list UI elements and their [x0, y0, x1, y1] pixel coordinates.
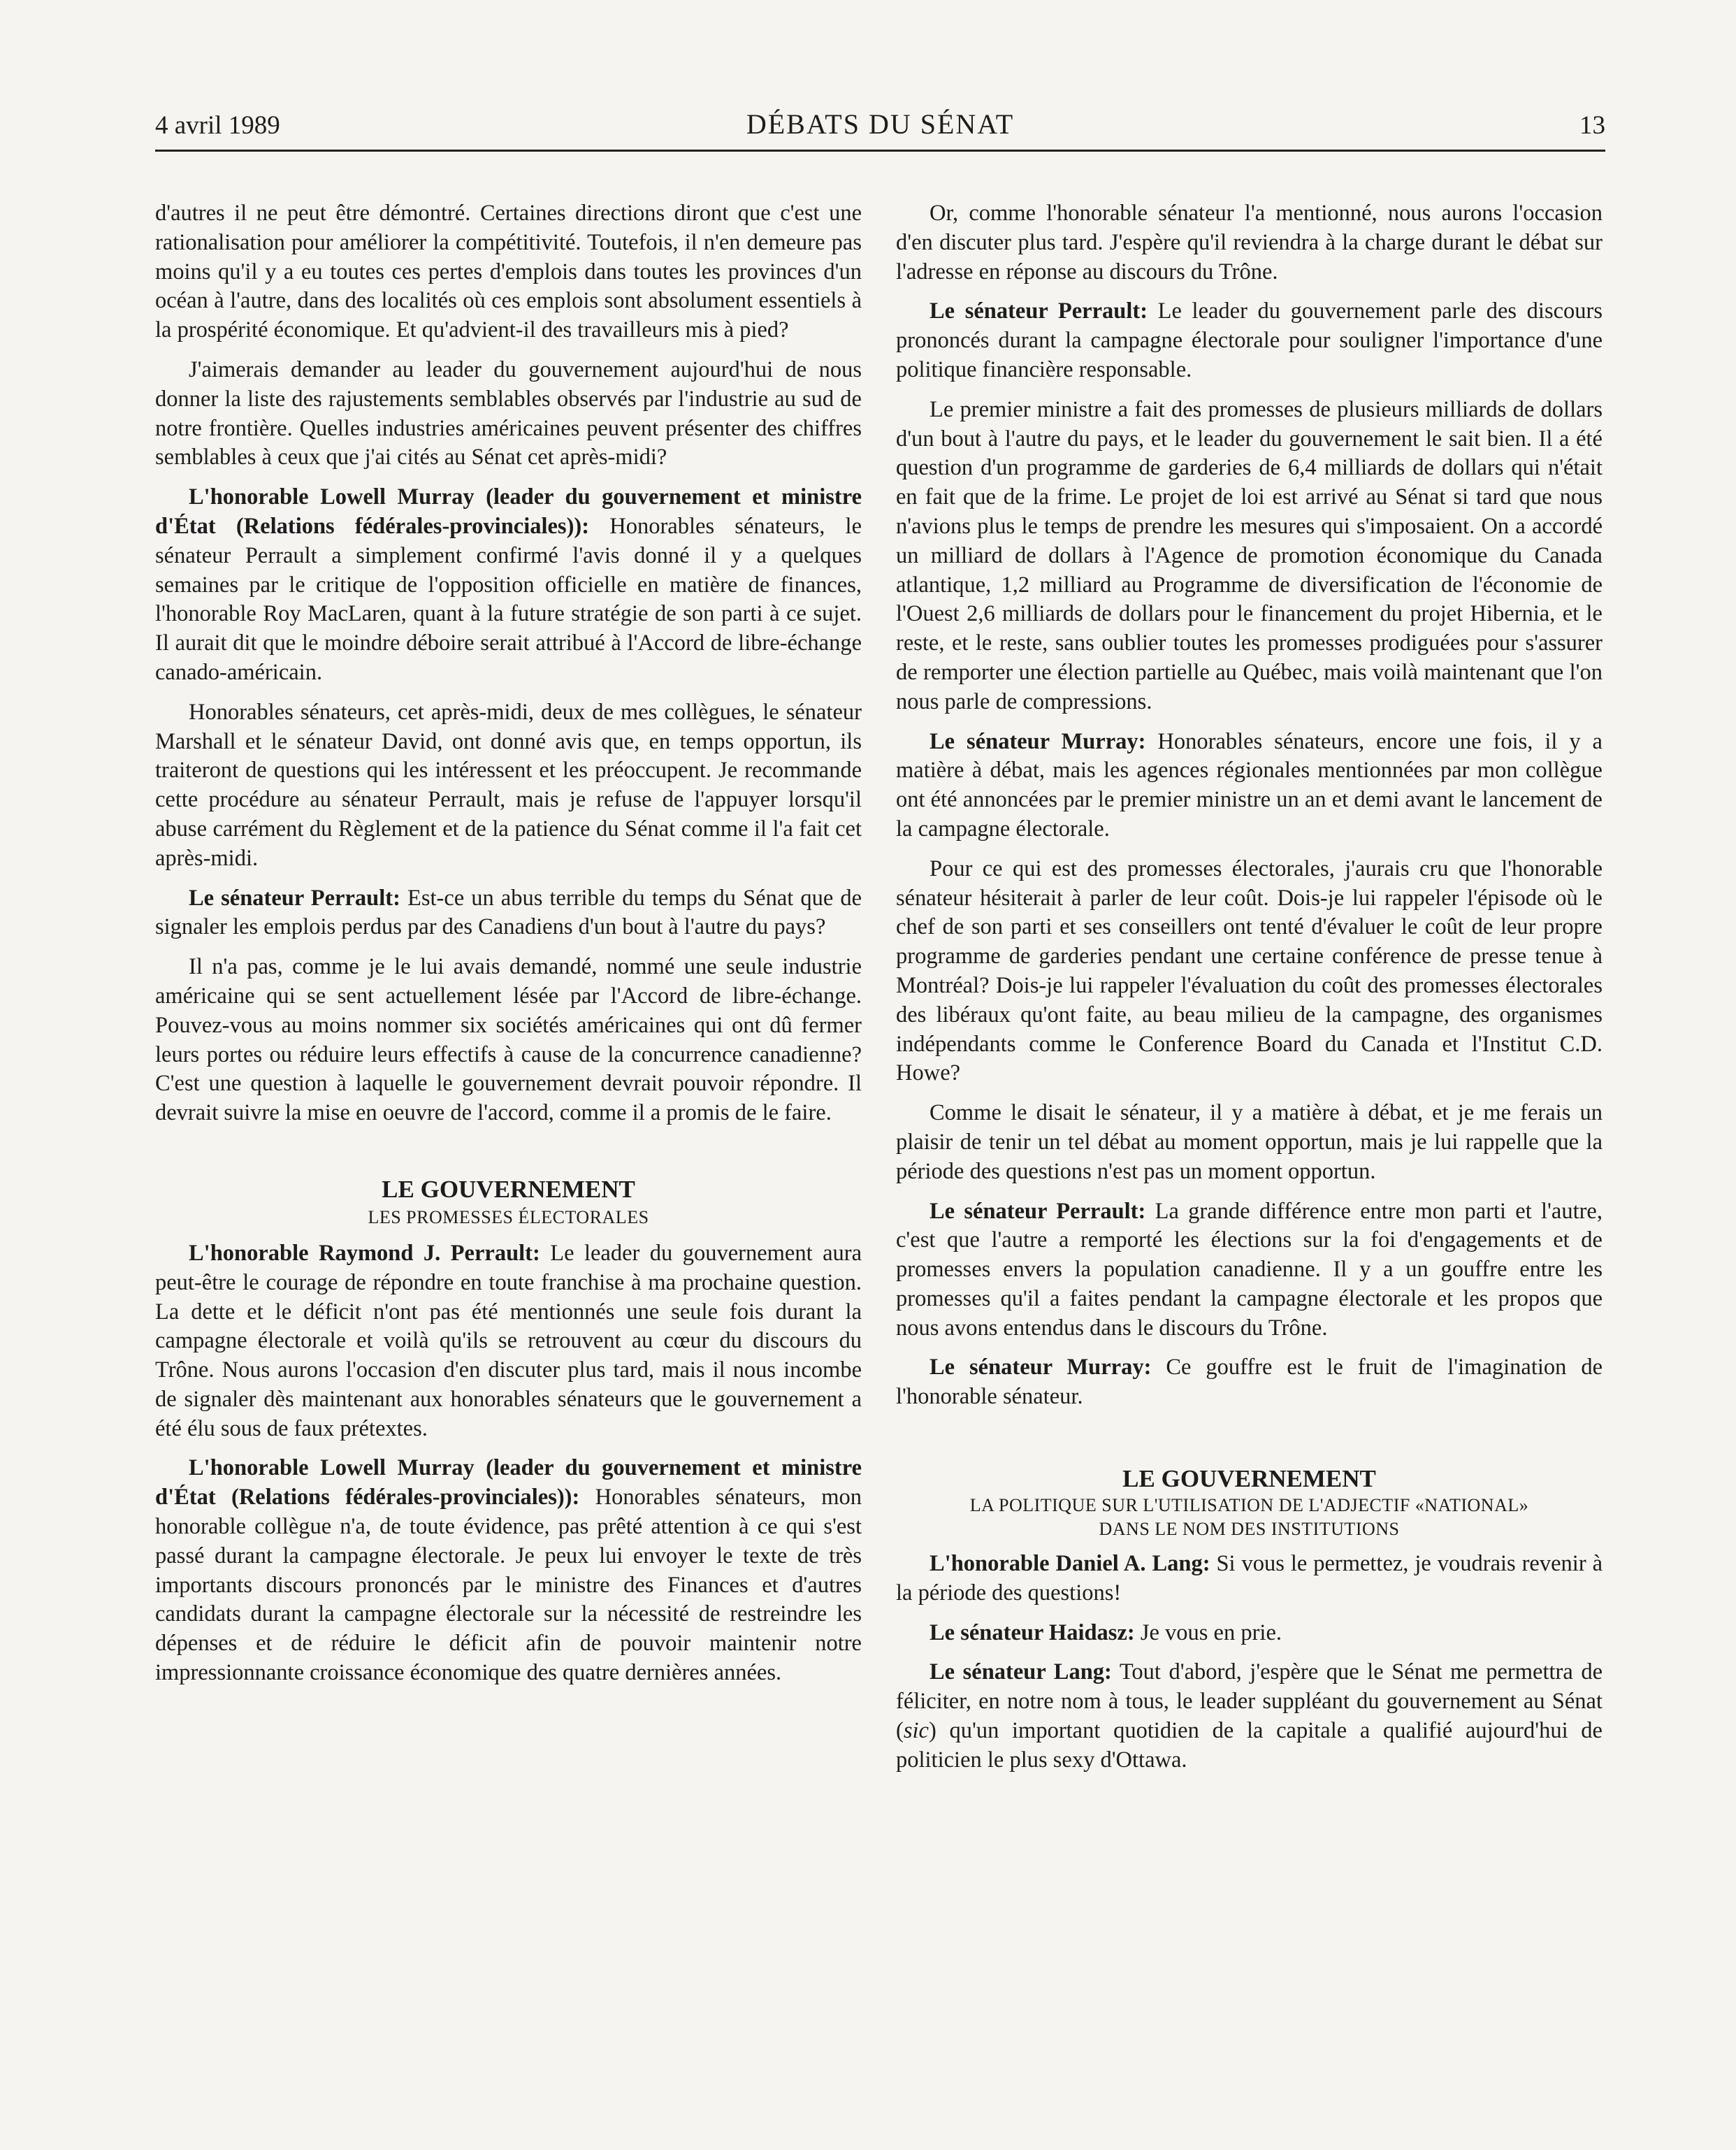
- header-date: 4 avril 1989: [155, 111, 280, 140]
- paragraph: Pour ce qui est des promesses électorales, j'aurais cru que l'honorable sénateur hésiterait à parler de leur coût. Dois-je lui rappeler l'épisode où le chef de son parti et ses conseillers ont tenté d'évaluer le coût de leur propre programme de garderies pendant une certaine conférence de presse tenue à Montréal? Dois-je lui rappeler l'évaluation du coût des promesses électorales des libéraux qu'ont faite, au beau milieu de la campagne, des organismes indépendants comme le Conference Board du Canada et l'Institut C.D. Howe?: [896, 856, 1603, 1086]
- paragraph: J'aimerais demander au leader du gouvernement aujourd'hui de nous donner la liste des rajustements semblables observés par l'industrie au sud de notre frontière. Quelles industries américaines peuvent présenter des chiffres semblables à ceux que j'ai cités au Sénat cet après-midi?: [155, 356, 862, 470]
- right-column: [896, 199, 1603, 1786]
- speech-paragraph: [896, 1197, 1603, 1343]
- speaker-name: Le sénateur Murray:: [930, 1355, 1152, 1380]
- speaker-name: Le sénateur Lang:: [930, 1659, 1112, 1685]
- section-subtitle: LES PROMESSES ÉLECTORALES: [368, 1206, 649, 1227]
- speech-text: La grande différence entre mon parti et l'autre, c'est que l'autre a remporté les élections sur la foi d'engagements et de promesses envers la population canadienne. Il y a un gouffre entre les promesses qu'il a faites pendant la campagne électorale et les propos que nous avons entendus dans le discours du Trône.: [896, 1198, 1603, 1341]
- paragraph: Honorables sénateurs, cet après-midi, deux de mes collègues, le sénateur Marshall et le sénateur David, ont donné avis que, en temps opportun, ils traiteront de questions qui les intéressent et les préoccupent. Je recommande cette procédure au sénateur Perrault, mais je refuse de l'appuyer lorsqu'il abuse carrément du Règlement et de la patience du Sénat comme il l'a fait cet après-midi.: [155, 699, 862, 871]
- speaker-name: Le sénateur Perrault:: [189, 885, 400, 911]
- speaker-name: Le sénateur Murray:: [930, 728, 1146, 754]
- speaker-name: L'honorable Daniel A. Lang:: [930, 1551, 1210, 1577]
- speech-paragraph: [155, 483, 862, 688]
- speech-paragraph: [896, 1619, 1603, 1648]
- paragraph: Il n'a pas, comme je le lui avais demandé, nommé une seule industrie américaine qui se sent actuellement lésée par l'Accord de libre-échange. Pouvez-vous au moins nommer six sociétés américaines qui ont dû fermer leurs portes ou réduire leurs effectifs à cause de la concurrence canadienne? C'est une question à laquelle le gouvernement devrait pouvoir répondre. Il devrait suivre la mise en oeuvre de l'accord, comme il a promis de le faire.: [155, 954, 862, 1126]
- speech-text: Si vous le permettez, je voudrais revenir à la période des questions!: [896, 1551, 1603, 1606]
- section-title: LE GOUVERNEMENT: [1122, 1465, 1376, 1493]
- speech-paragraph: [896, 297, 1603, 384]
- speech-text: Honorables sénateurs, mon honorable collègue n'a, de toute évidence, pas prêté attention à ce qui s'est passé durant la campagne électorale. Je peux lui envoyer le texte de très importants discours prononcés par le ministre des Finances et d'autres candidats durant la campagne électorale sur la nécessité de restreindre les dépenses et de réduire le déficit afin de pouvoir maintenir notre impressionnante croissance économique des quatre dernières années.: [155, 1485, 862, 1686]
- speaker-name: Le sénateur Perrault:: [930, 298, 1148, 324]
- speech-text: Est-ce un abus terrible du temps du Sénat que de signaler les emplois perdus par des Canadiens d'un bout à l'autre du pays?: [155, 885, 862, 940]
- section-title: LE GOUVERNEMENT: [382, 1175, 635, 1203]
- speech-text: Le leader du gouvernement aura peut-être le courage de répondre en toute franchise à ma prochaine question. La dette et le déficit n'ont pas été mentionnés une seule fois durant la campagne électorale et voilà qu'ils se retrouvent au cœur du discours du Trône. Nous aurons l'occasion d'en discuter plus tard, mais il nous incombe de signaler dès maintenant aux honorables sénateurs que le gouvernement a été élu sous de faux prétextes.: [155, 1240, 862, 1441]
- speaker-name: Le sénateur Perrault:: [930, 1198, 1146, 1224]
- speech-text: Tout d'abord, j'espère que le Sénat me permettra de féliciter, en notre nom à tous, le leader suppléant du gouvernement au Sénat (: [896, 1659, 1603, 1744]
- page-header: [155, 106, 1605, 152]
- speech-paragraph: [896, 1353, 1603, 1412]
- header-title: DÉBATS DU SÉNAT: [746, 108, 1015, 140]
- speech-text: Honorables sénateurs, le sénateur Perrault a simplement confirmé l'avis donné il y a quelques semaines par le critique de l'opposition officielle en matière de finances, l'honorable Roy MacLaren, quant à la future stratégie de son parti à ce sujet. Il aurait dit que le moindre déboire serait attribué à l'Accord de libre-échange canado-américain.: [155, 513, 862, 685]
- left-column: [155, 199, 862, 1698]
- speech-paragraph: [896, 1658, 1603, 1775]
- speech-text: Ce gouffre est le fruit de l'imagination de l'honorable sénateur.: [896, 1355, 1603, 1410]
- speech-paragraph: [896, 728, 1603, 844]
- section-subtitle: DANS LE NOM DES INSTITUTIONS: [1099, 1519, 1400, 1540]
- paragraph: Comme le disait le sénateur, il y a matière à débat, et je me ferais un plaisir de tenir un tel débat au moment opportun, mais je lui rappelle que la période des questions n'est pas un moment opportun.: [896, 1100, 1603, 1184]
- speech-text: Le leader du gouvernement parle des discours prononcés durant la campagne électorale pour souligner l'importance d'une politique financière responsable.: [896, 298, 1603, 382]
- speech-paragraph: [155, 1454, 862, 1687]
- italic-term: sic: [903, 1718, 929, 1744]
- page-number: 13: [1579, 111, 1605, 140]
- speaker-name: L'honorable Raymond J. Perrault:: [189, 1240, 540, 1266]
- speaker-name: L'honorable Lowell Murray (leader du gouvernement et ministre d'État (Relations fédérales-provinciales)):: [155, 1455, 862, 1510]
- speaker-name: L'honorable Lowell Murray (leader du gouvernement et ministre d'État (Relations fédérales-provinciales)):: [155, 484, 862, 539]
- speaker-name: Le sénateur Haidasz:: [930, 1619, 1135, 1645]
- paragraph: d'autres il ne peut être démontré. Certaines directions diront que c'est une rationalisation pour améliorer la compétitivité. Toutefois, il n'en demeure pas moins qu'il y a eu toutes ces pertes d'emplois dans toutes les provinces d'un océan à l'autre, dans des localités où ces emplois sont absolument essentiels à la prospérité économique. Et qu'advient-il des travailleurs mis à pied?: [155, 201, 862, 343]
- section-subtitle: LA POLITIQUE SUR L'UTILISATION DE L'ADJECTIF «NATIONAL»: [969, 1495, 1529, 1516]
- speech-paragraph: [896, 1550, 1603, 1608]
- paragraph: Le premier ministre a fait des promesses de plusieurs milliards de dollars d'un bout à l'autre du pays, et le leader du gouvernement le sait bien. Il a été question d'un programme de garderies de 6,4 milliards de dollars qui n'était en fait que de la frime. Le projet de loi est arrivé au Sénat si tard que nous n'avions plus le temps de prendre les mesures qui s'imposaient. On a accordé un milliard de dollars à l'Agence de promotion économique du Canada atlantique, 1,2 milliard au Programme de diversification de l'économie de l'Ouest 2,6 milliards de dollars pour le financement du projet Hibernia, et le reste, et le reste, sans oublier toutes les promesses prodiguées pour s'assurer de remporter une élection partielle au Québec, mais voilà maintenant que l'on nous parle de compressions.: [896, 396, 1603, 714]
- paragraph: Or, comme l'honorable sénateur l'a mentionné, nous aurons l'occasion d'en discuter plus tard. J'espère qu'il reviendra à la charge durant le débat sur l'adresse en réponse au discours du Trône.: [896, 201, 1603, 284]
- speech-text: Je vous en prie.: [1134, 1619, 1282, 1645]
- speech-paragraph: [155, 884, 862, 943]
- speech-text: Honorables sénateurs, encore une fois, il y a matière à débat, mais les agences régionales mentionnées par mon collègue ont été annoncées par le premier ministre un an et demi avant le lancement de la campagne électorale.: [896, 728, 1603, 842]
- speech-text: ) qu'un important quotidien de la capitale a qualifié aujourd'hui de politicien le plus sexy d'Ottawa.: [896, 1718, 1603, 1773]
- speech-paragraph: [155, 1239, 862, 1444]
